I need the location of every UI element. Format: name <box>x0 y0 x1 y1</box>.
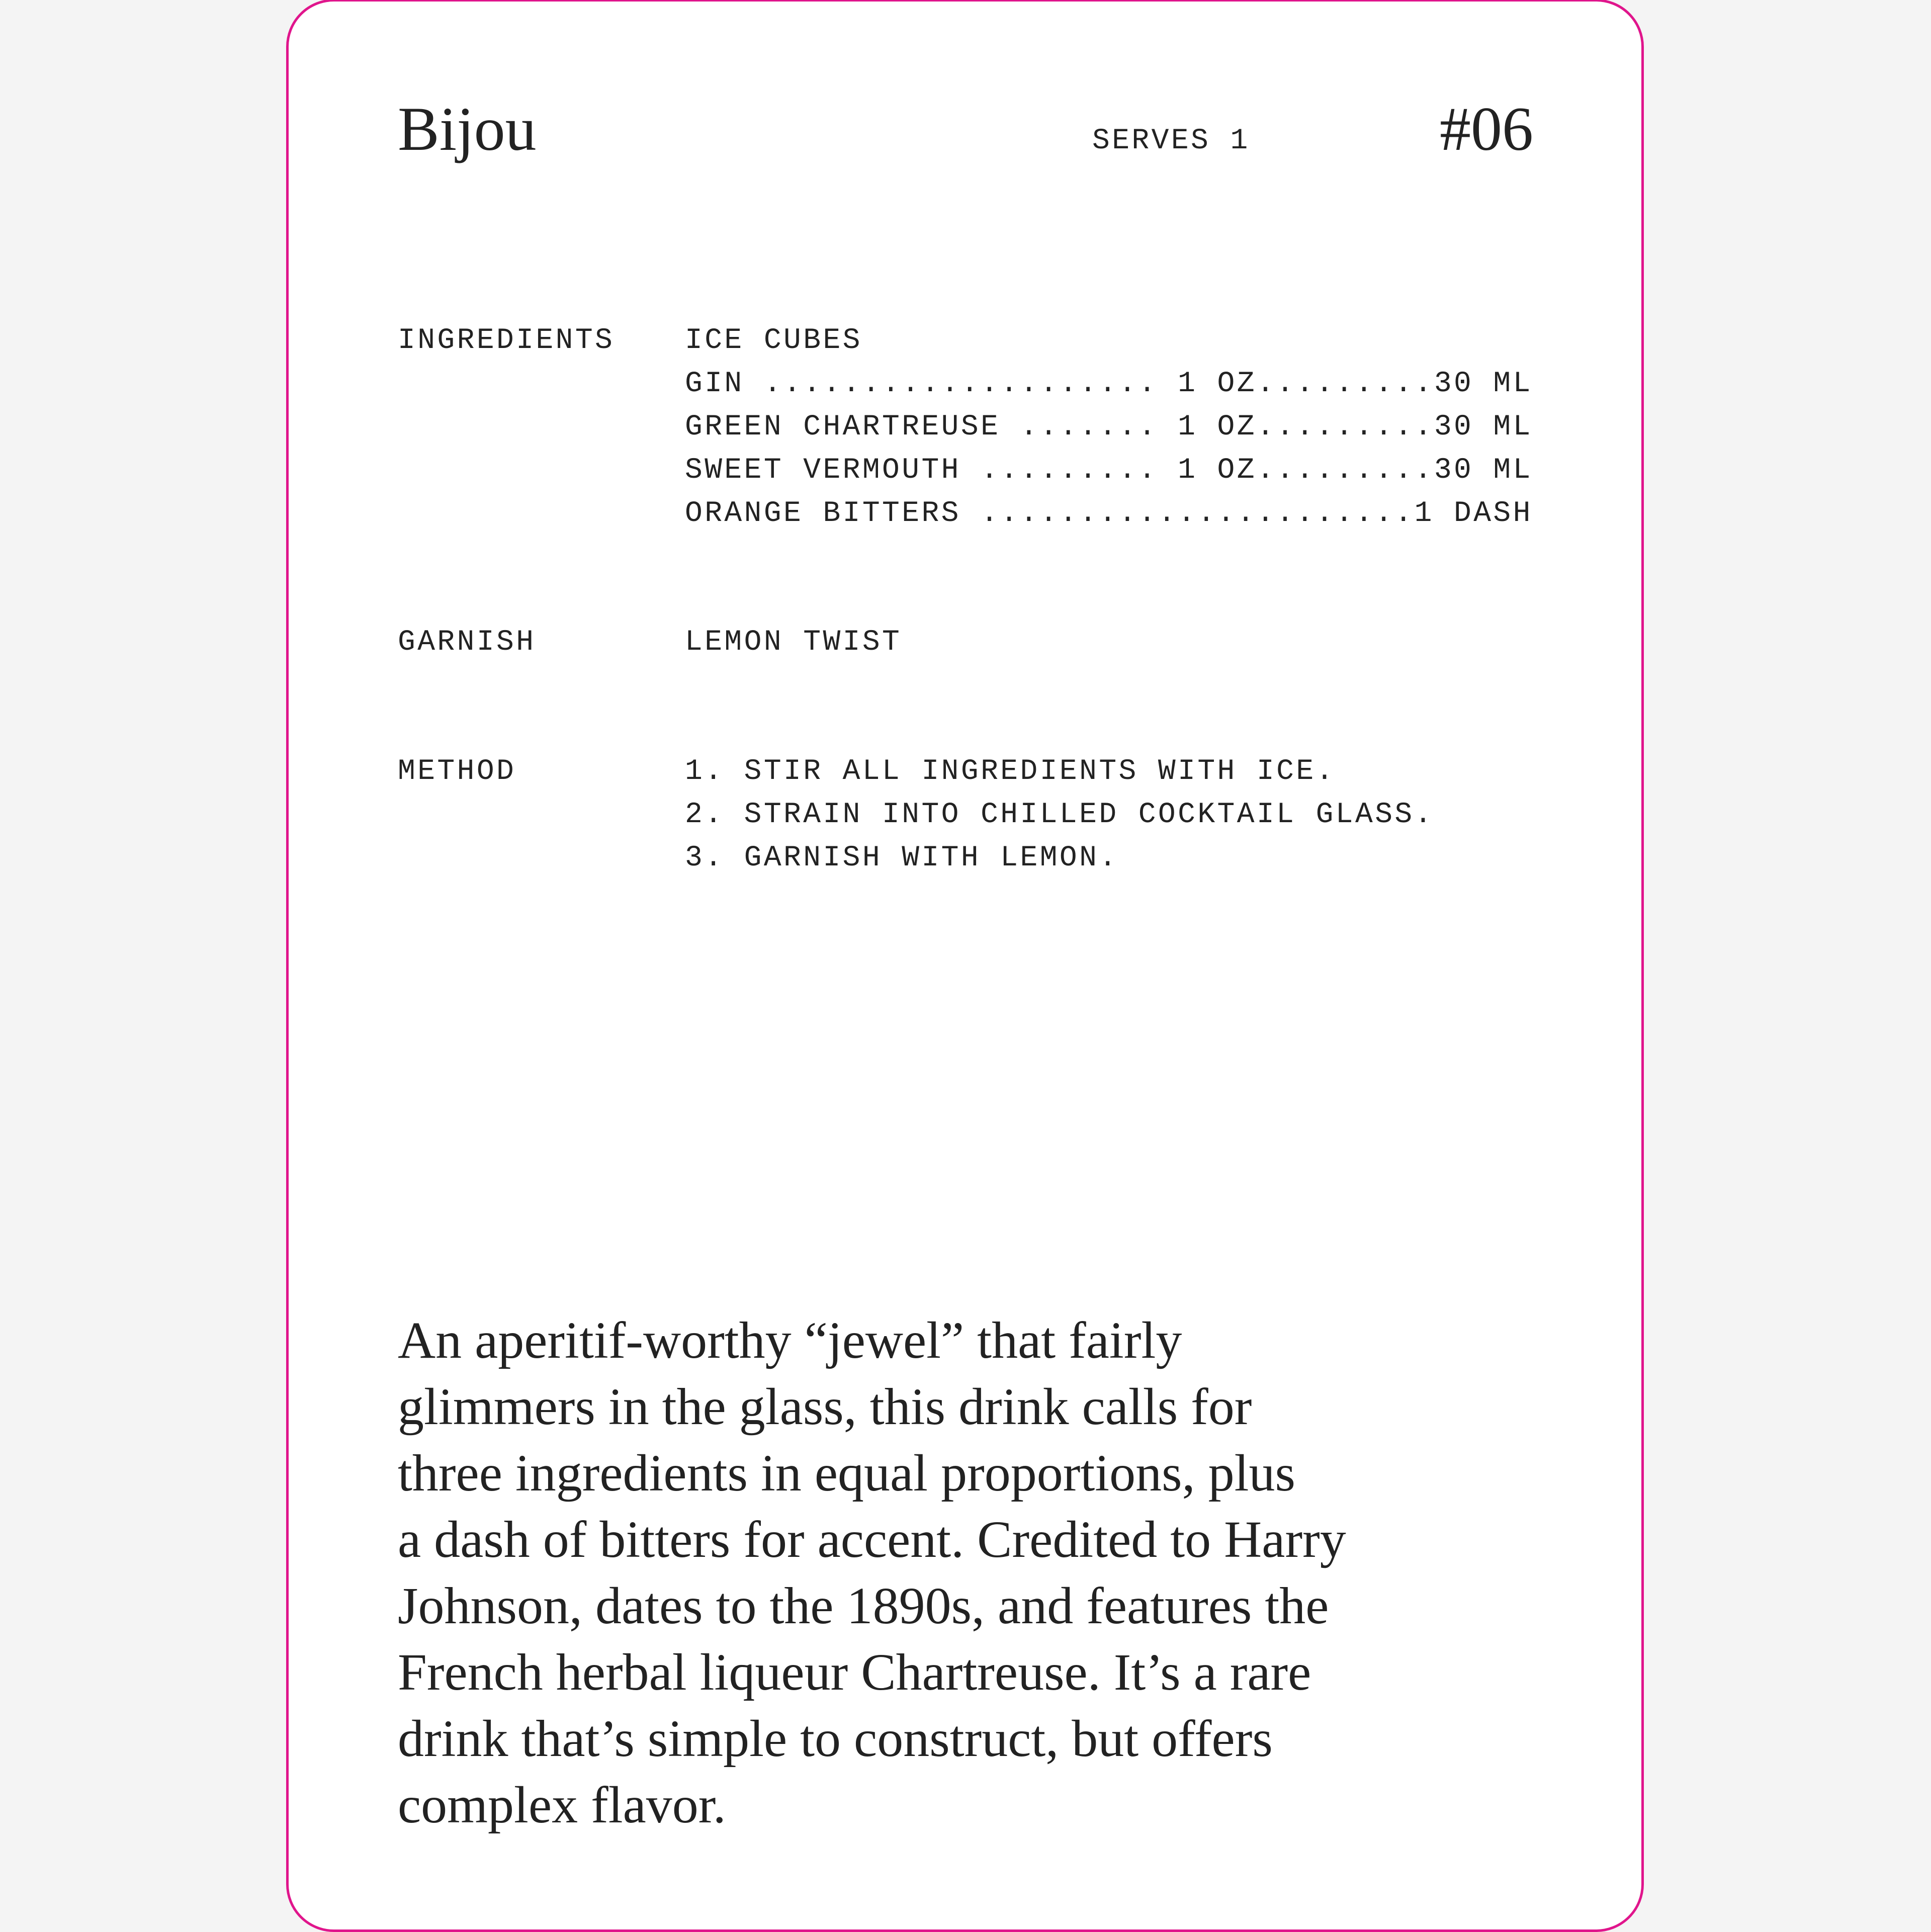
description-line: three ingredients in equal proportions, plus <box>398 1444 1295 1502</box>
description-line: Johnson, dates to the 1890s, and features the <box>398 1577 1329 1635</box>
ingredient-row: ORANGE BITTERS ......................1 DASH <box>685 497 1533 530</box>
description-line: complex flavor. <box>398 1776 726 1834</box>
method-step: 1. STIR ALL INGREDIENTS WITH ICE. <box>685 755 1336 788</box>
ingredient-row: GIN .................... 1 OZ.........30 ML <box>685 368 1533 400</box>
ingredient-row: SWEET VERMOUTH ......... 1 OZ.........30 ML <box>685 454 1533 487</box>
ingredients-list <box>685 319 1533 536</box>
garnish-row: LEMON TWIST <box>685 626 902 659</box>
description-line: a dash of bitters for accent. Credited to Harry <box>398 1511 1346 1568</box>
method-steps <box>685 750 1434 880</box>
garnish-list <box>685 621 902 664</box>
serves-count: SERVES 1 <box>1092 125 1250 157</box>
recipe-number: #06 <box>1440 95 1533 163</box>
method-step: 3. GARNISH WITH LEMON. <box>685 842 1119 874</box>
description-line: An aperitif-worthy “jewel” that fairly <box>398 1311 1182 1369</box>
recipe-title: Bijou <box>398 95 537 163</box>
method-label: METHOD <box>398 755 516 788</box>
ingredients-label: INGREDIENTS <box>398 324 615 357</box>
description-line: drink that’s simple to construct, but offers <box>398 1710 1273 1768</box>
description-line: glimmers in the glass, this drink calls for <box>398 1378 1252 1436</box>
method-step: 2. STRAIN INTO CHILLED COCKTAIL GLASS. <box>685 799 1434 831</box>
ingredient-row: GREEN CHARTREUSE ....... 1 OZ.........30 ML <box>685 411 1533 444</box>
description-paragraph <box>398 1307 1346 1838</box>
garnish-label: GARNISH <box>398 626 536 659</box>
description-line: French herbal liqueur Chartreuse. It’s a rare <box>398 1643 1311 1701</box>
ingredient-row: ICE CUBES <box>685 324 862 357</box>
